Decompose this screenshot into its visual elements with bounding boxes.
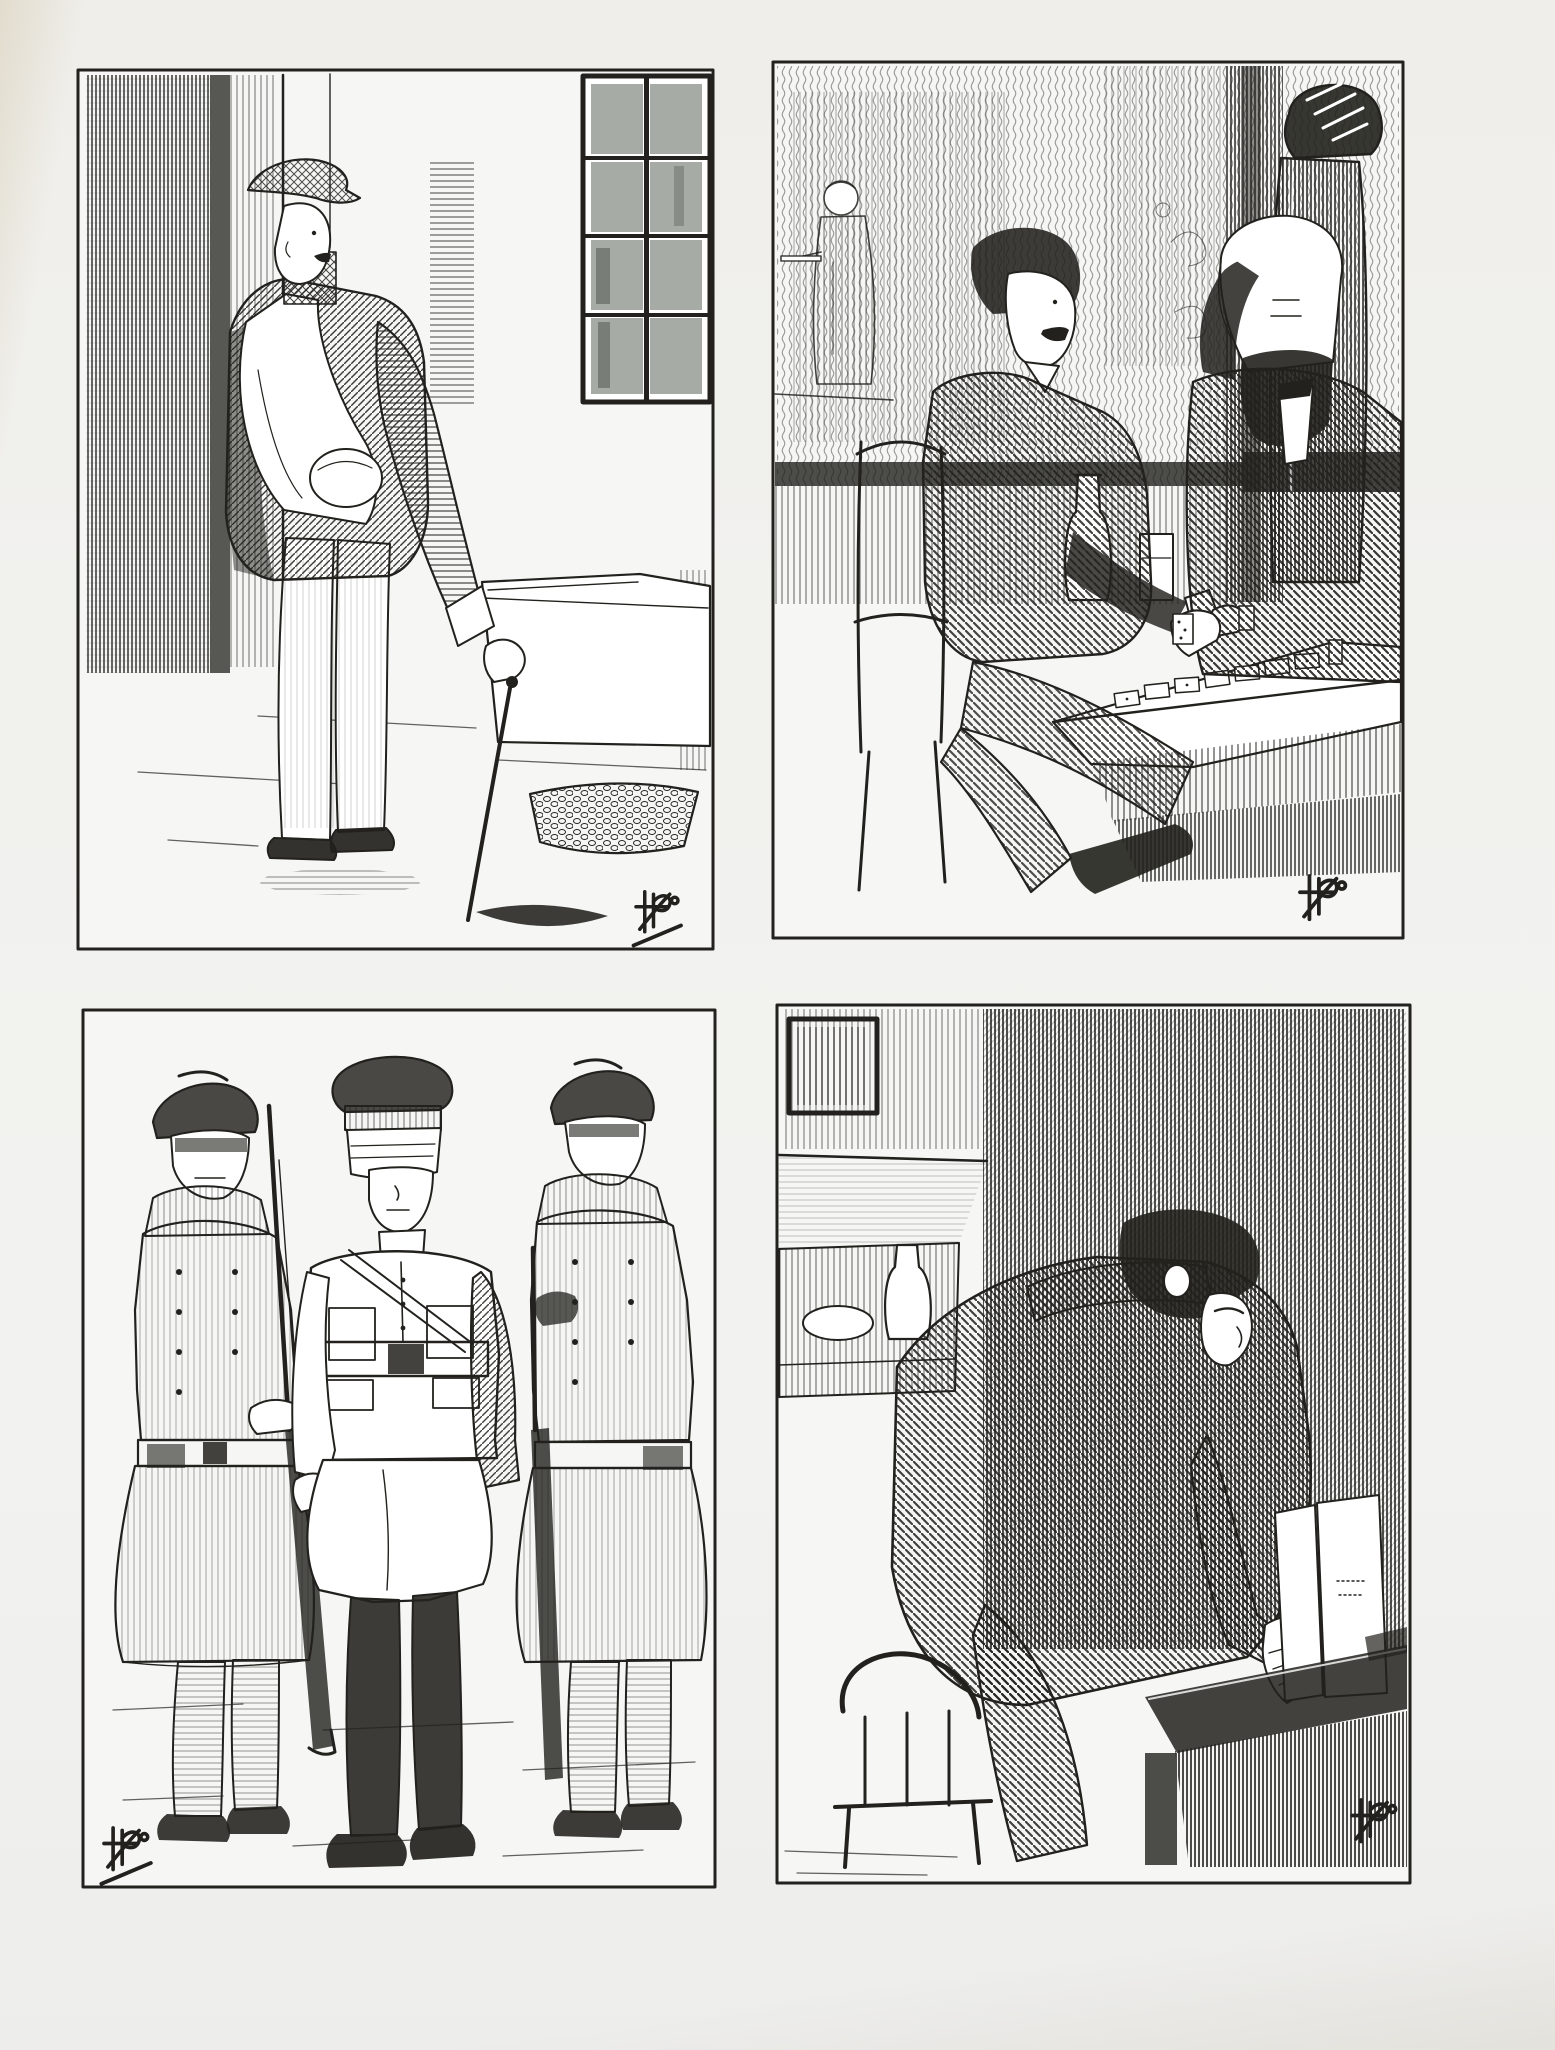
figure-shadow bbox=[260, 869, 420, 895]
boot bbox=[157, 1814, 230, 1842]
boot bbox=[553, 1810, 622, 1838]
puttee-leg bbox=[568, 1662, 619, 1812]
boot bbox=[621, 1802, 682, 1830]
cartridge-pouch bbox=[643, 1446, 683, 1470]
cartridge-pouch bbox=[147, 1444, 185, 1468]
eye bbox=[1053, 300, 1057, 304]
riding-boot bbox=[347, 1598, 401, 1836]
eye bbox=[312, 231, 316, 235]
gloved-hand bbox=[535, 1291, 578, 1326]
tray bbox=[781, 256, 821, 261]
gripping-hands bbox=[249, 1400, 298, 1434]
panel-bottom-right bbox=[777, 1005, 1410, 1883]
trousers bbox=[279, 538, 390, 840]
head bbox=[275, 203, 331, 284]
hand bbox=[484, 640, 525, 682]
panel-bottom-left bbox=[83, 1010, 715, 1887]
cane-knob bbox=[506, 676, 518, 688]
dish bbox=[803, 1306, 873, 1340]
buckle bbox=[203, 1442, 227, 1464]
puttee-leg bbox=[626, 1660, 671, 1806]
ear bbox=[1164, 1265, 1190, 1297]
riding-breeches bbox=[307, 1460, 491, 1602]
shoe bbox=[410, 1824, 476, 1860]
shoe bbox=[326, 1834, 407, 1868]
bandaged-hand bbox=[310, 449, 382, 507]
desk-leg bbox=[1145, 1753, 1177, 1865]
wall-hatching bbox=[430, 162, 474, 406]
puttee-leg bbox=[232, 1660, 279, 1810]
cap-band bbox=[345, 1106, 441, 1130]
panel-top-left bbox=[78, 70, 713, 949]
coat-skirt bbox=[115, 1466, 314, 1662]
picture-frame bbox=[789, 1019, 877, 1113]
leaded-window bbox=[583, 76, 710, 402]
belt-buckle bbox=[388, 1344, 424, 1374]
face bbox=[1006, 271, 1075, 366]
helmet-shadow bbox=[175, 1138, 247, 1152]
boot bbox=[227, 1806, 290, 1834]
puttee-leg bbox=[173, 1662, 225, 1816]
helmet-shadow bbox=[569, 1124, 639, 1137]
door-mat bbox=[530, 783, 698, 853]
greatcoat-torso bbox=[531, 1210, 693, 1442]
riding-boot bbox=[412, 1592, 462, 1830]
panel-top-right bbox=[773, 62, 1403, 938]
bowler-hat bbox=[1285, 84, 1382, 158]
